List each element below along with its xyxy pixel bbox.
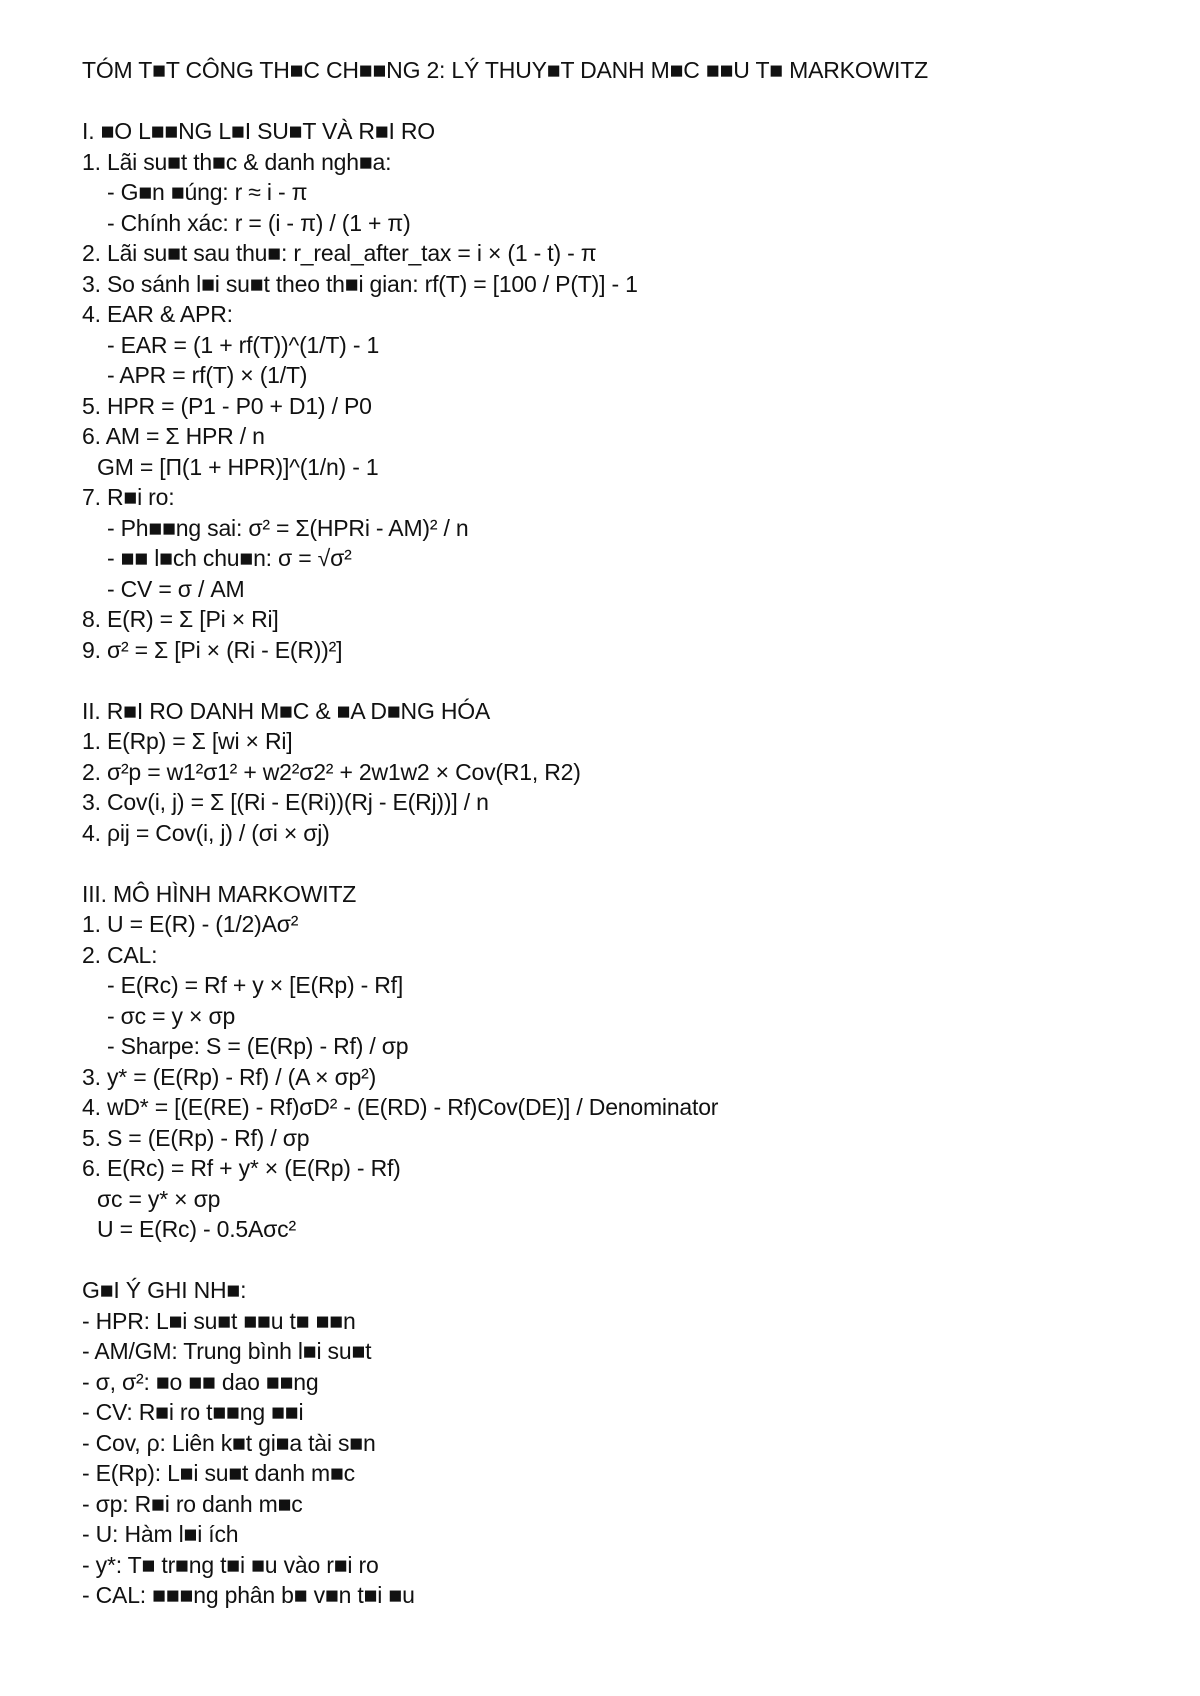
section-heading-2: II. R■I RO DANH M■C & ■A D■NG HÓA xyxy=(82,697,491,724)
formula-line: 6. AM = Σ HPR / n xyxy=(82,423,265,449)
formula-line: 9. σ² = Σ [Pi × (Ri - E(R))²] xyxy=(82,636,343,663)
formula-line: 3. So sánh l■i su■t theo th■i gian: rf(T) = [100 / P(T)] - 1 xyxy=(82,270,638,297)
formula-line: 5. HPR = (P1 - P0 + D1) / P0 xyxy=(82,392,372,419)
formula-line: 3. Cov(i, j) = Σ [(Ri - E(Ri))(Rj - E(Rj))] / n xyxy=(82,789,489,815)
memo-line: - U: Hàm l■i ích xyxy=(82,1521,239,1547)
formula-line: - ■■ l■ch chu■n: σ = √σ² xyxy=(107,545,352,571)
formula-line: - Ph■■ng sai: σ² = Σ(HPRi - AM)² / n xyxy=(107,514,469,541)
section-heading-3: III. MÔ HÌNH MARKOWITZ xyxy=(82,880,357,907)
formula-line: GM = [Π(1 + HPR)]^(1/n) - 1 xyxy=(97,453,379,480)
formula-line: - E(Rc) = Rf + y × [E(Rp) - Rf] xyxy=(107,972,404,998)
formula-line: - APR = rf(T) × (1/T) xyxy=(107,362,308,388)
formula-line: 2. CAL: xyxy=(82,941,158,968)
formula-line: 4. EAR & APR: xyxy=(82,301,233,327)
formula-line: 1. Lãi su■t th■c & danh ngh■a: xyxy=(82,148,392,175)
formula-line: 1. E(Rp) = Σ [wi × Ri] xyxy=(82,728,293,754)
memo-line: - E(Rp): L■i su■t danh m■c xyxy=(82,1460,355,1486)
section-heading-1: I. ■O L■■NG L■I SU■T VÀ R■I RO xyxy=(82,118,435,144)
formula-line: - σc = y × σp xyxy=(107,1002,236,1029)
formula-line: - Sharpe: S = (E(Rp) - Rf) / σp xyxy=(107,1033,409,1059)
memo-line: - CAL: ■■■ng phân b■ v■n t■i ■u xyxy=(82,1582,415,1608)
formula-line: - G■n ■úng: r ≈ i - π xyxy=(107,179,308,205)
memo-line: - y*: T■ tr■ng t■i ■u vào r■i ro xyxy=(82,1551,379,1578)
memo-line: - Cov, ρ: Liên k■t gi■a tài s■n xyxy=(82,1429,376,1456)
spacer xyxy=(82,665,1162,696)
section-heading-4: G■I Ý GHI NH■: xyxy=(82,1277,247,1303)
formula-summary-page xyxy=(82,55,1162,1611)
formula-line: U = E(Rc) - 0.5Aσc² xyxy=(97,1216,296,1242)
formula-line: - Chính xác: r = (i - π) / (1 + π) xyxy=(107,209,411,236)
formula-line: 8. E(R) = Σ [Pi × Ri] xyxy=(82,606,279,632)
memo-line: - AM/GM: Trung bình l■i su■t xyxy=(82,1338,372,1364)
formula-line: 3. y* = (E(Rp) - Rf) / (A × σp²) xyxy=(82,1063,377,1090)
document-title: TÓM T■T CÔNG TH■C CH■■NG 2: LÝ THUY■T DANH M■C ■■U T■ MARKOWITZ xyxy=(82,57,928,83)
formula-line: 7. R■i ro: xyxy=(82,484,175,510)
formula-line: 4. ρij = Cov(i, j) / (σi × σj) xyxy=(82,819,330,846)
formula-line: 5. S = (E(Rp) - Rf) / σp xyxy=(82,1124,310,1151)
memo-line: - σp: R■i ro danh m■c xyxy=(82,1490,303,1517)
memo-line: - CV: R■i ro t■■ng ■■i xyxy=(82,1399,304,1425)
formula-line: - EAR = (1 + rf(T))^(1/T) - 1 xyxy=(107,331,380,358)
spacer xyxy=(82,1245,1162,1276)
formula-line: 2. Lãi su■t sau thu■: r_real_after_tax = i × (1 - t) - π xyxy=(82,240,597,266)
spacer xyxy=(82,848,1162,879)
formula-line: σc = y* × σp xyxy=(97,1185,221,1212)
formula-line: 4. wD* = [(E(RE) - Rf)σD² - (E(RD) - Rf)Cov(DE)] / Denominator xyxy=(82,1094,719,1120)
formula-line: - CV = σ / AM xyxy=(107,575,245,602)
formula-line: 2. σ²p = w1²σ1² + w2²σ2² + 2w1w2 × Cov(R1, R2) xyxy=(82,758,581,785)
formula-line: 6. E(Rc) = Rf + y* × (E(Rp) - Rf) xyxy=(82,1155,401,1181)
spacer xyxy=(82,86,1162,117)
memo-line: - σ, σ²: ■o ■■ dao ■■ng xyxy=(82,1368,319,1395)
memo-line: - HPR: L■i su■t ■■u t■ ■■n xyxy=(82,1307,356,1334)
formula-line: 1. U = E(R) - (1/2)Aσ² xyxy=(82,911,299,937)
